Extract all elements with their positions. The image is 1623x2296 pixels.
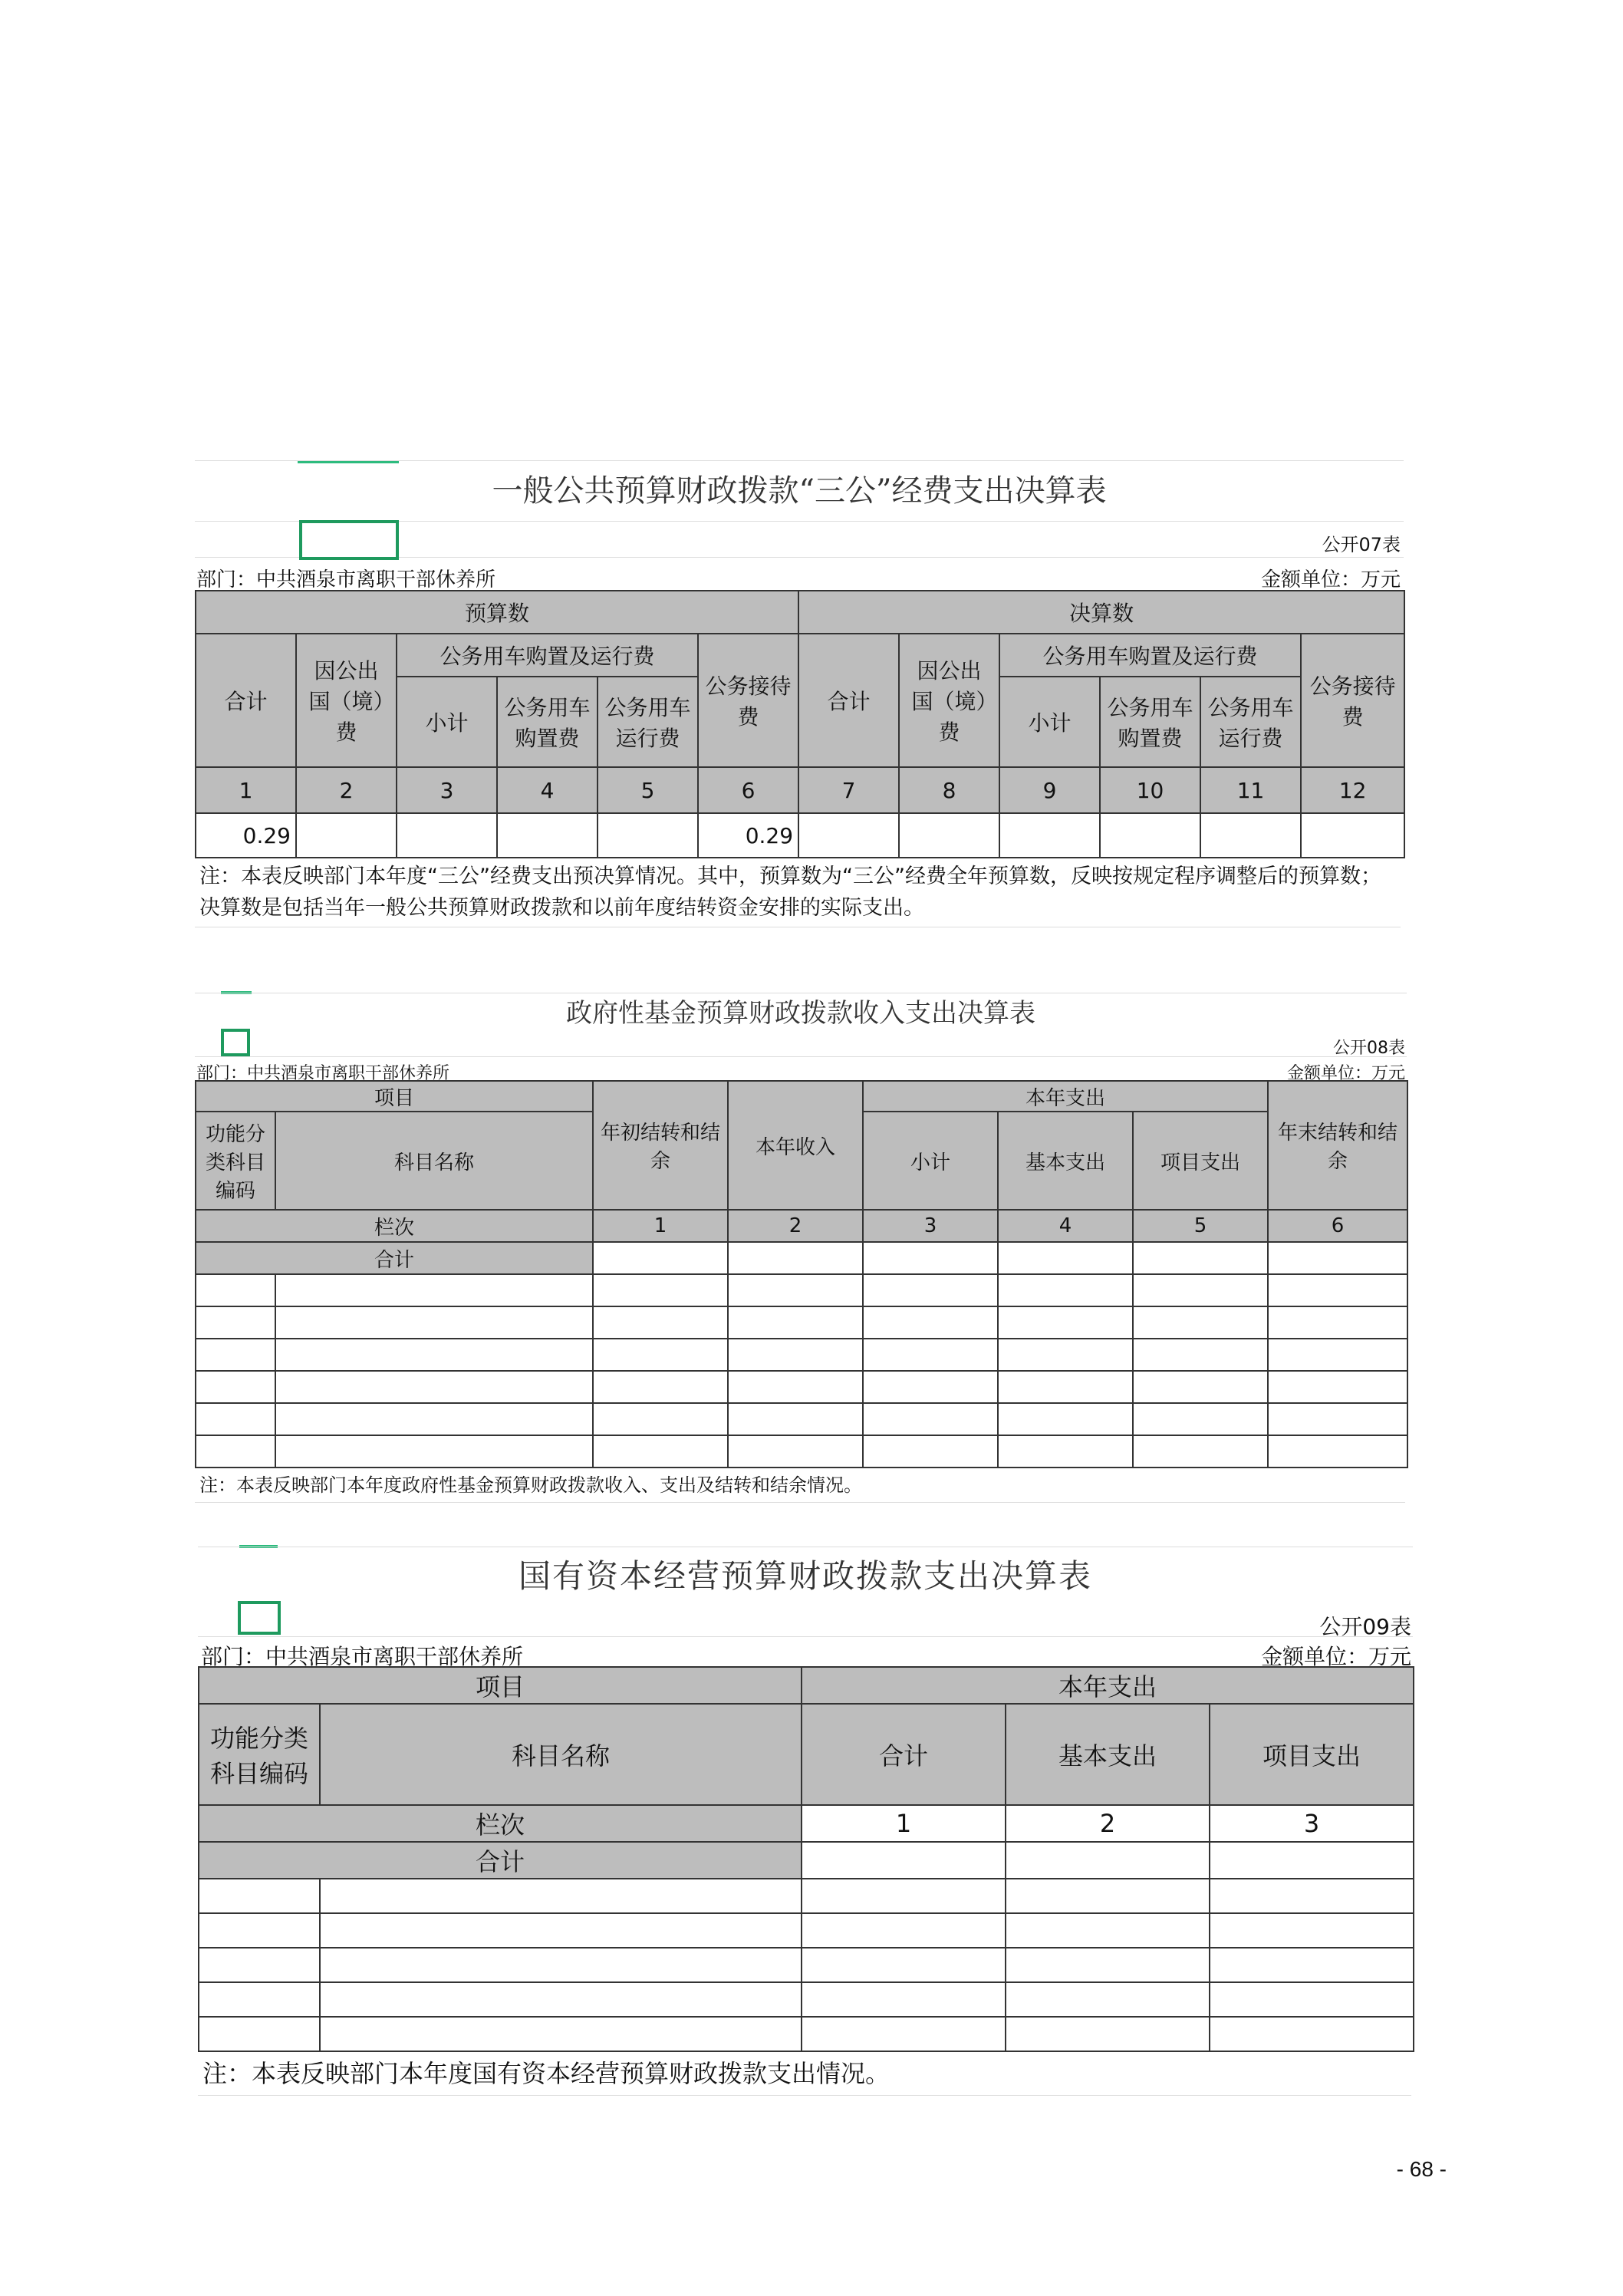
table09-cell[interactable]: [1006, 2017, 1210, 2051]
table08-cell[interactable]: [196, 1274, 275, 1306]
table09-row: [199, 1913, 1414, 1948]
table08-cell[interactable]: [275, 1274, 593, 1306]
table08-row: [196, 1339, 1407, 1371]
selected-cell[interactable]: [299, 520, 399, 560]
table09-note: 注：本表反映部门本年度国有资本经营预算财政拨款支出情况。: [198, 2052, 1411, 2096]
table07-cell[interactable]: [397, 813, 497, 858]
table08-cell[interactable]: [728, 1242, 863, 1274]
table09-section: [198, 1547, 1413, 2096]
table09-cell[interactable]: [199, 1913, 320, 1948]
table07-cell[interactable]: [296, 813, 397, 858]
table09-cell[interactable]: [1006, 1913, 1210, 1948]
table09-cell[interactable]: [802, 1842, 1006, 1879]
table08-cell[interactable]: [998, 1242, 1133, 1274]
table08-row: [196, 1274, 1407, 1306]
table08-cell[interactable]: [275, 1306, 593, 1339]
table08-cell[interactable]: [593, 1274, 728, 1306]
table07-col-no: 2: [296, 767, 397, 813]
table07-final-header: 决算数: [798, 591, 1404, 634]
table07-col-no: 1: [196, 767, 296, 813]
table08-title: 政府性基金预算财政拨款收入支出决算表: [195, 993, 1407, 1033]
table09-row: [199, 1982, 1414, 2017]
table09-cell[interactable]: [1210, 1948, 1414, 1982]
table08-row: [196, 1306, 1407, 1339]
table09-cell[interactable]: [1210, 2017, 1414, 2051]
table09-cell[interactable]: [199, 1982, 320, 2017]
table08-total-label: 合计: [196, 1242, 593, 1274]
table08-section: [195, 993, 1407, 1503]
table09-cell[interactable]: [320, 1982, 802, 2017]
table07-data-row: [196, 813, 1404, 858]
table08-cell[interactable]: [593, 1339, 728, 1371]
table08-dept: 部门：中共酒泉市离职干部休养所: [196, 1064, 450, 1083]
table07-col-vehicle-group-final: 公务用车购置及运行费: [999, 634, 1301, 677]
table09-cell[interactable]: [802, 1982, 1006, 2017]
table07-col-vehicle-group: 公务用车购置及运行费: [397, 634, 698, 677]
table07-budget-header: 预算数: [196, 591, 798, 634]
table09-subject-name: 科目名称: [320, 1704, 802, 1805]
table07-dept: 部门：中共酒泉市离职干部休养所: [196, 568, 496, 591]
table08-cell[interactable]: [1268, 1242, 1407, 1274]
table07-cell[interactable]: [497, 813, 598, 858]
table08-cell[interactable]: [728, 1339, 863, 1371]
table08-cell[interactable]: [196, 1339, 275, 1371]
table08-cell[interactable]: [1133, 1274, 1268, 1306]
table09-item-header: 项目: [199, 1667, 802, 1704]
table07-cell[interactable]: [899, 813, 999, 858]
table07-note: 注：本表反映部门本年度“三公”经费支出预决算情况。其中，预算数为“三公”经费全年预算数，反映按规定程序调整后的预算数；决算数是包括当年一般公共预算财政拨款和以前年度结转资金安排的实际支出。: [195, 858, 1401, 927]
selected-cell[interactable]: [238, 1601, 281, 1635]
table07-col-reception-final: 公务接待费: [1301, 634, 1404, 767]
table08-cell[interactable]: [863, 1274, 998, 1306]
table07-col-no: 6: [698, 767, 798, 813]
table07-col-no: 12: [1301, 767, 1404, 813]
table09-grid: [198, 1666, 1414, 2052]
table09-row: [199, 1879, 1414, 1913]
table09-basic-expense: 基本支出: [1006, 1704, 1210, 1805]
selected-cell[interactable]: [221, 1029, 250, 1056]
table07-number-row: [196, 767, 1404, 813]
table08-cell[interactable]: [196, 1403, 275, 1435]
table08-basic-expense: 基本支出: [998, 1112, 1133, 1210]
table08-grid: [195, 1080, 1408, 1468]
table09-row: [199, 2017, 1414, 2051]
table08-cell[interactable]: [1133, 1371, 1268, 1403]
table07-section: [195, 460, 1404, 927]
table08-cell[interactable]: [728, 1306, 863, 1339]
table08-code: 公开08表: [1333, 1039, 1405, 1058]
table08-cell[interactable]: [593, 1403, 728, 1435]
table08-begin-balance: 年初结转和结余: [593, 1081, 728, 1210]
table08-end-balance: 年末结转和结余: [1268, 1081, 1407, 1210]
table08-cell[interactable]: [1268, 1339, 1407, 1371]
table08-cell[interactable]: [728, 1403, 863, 1435]
table08-cell[interactable]: [863, 1242, 998, 1274]
table09-col-no: 1: [802, 1805, 1006, 1842]
table08-project-expense: 项目支出: [1133, 1112, 1268, 1210]
table08-cell[interactable]: [1268, 1435, 1407, 1468]
table08-cell[interactable]: [196, 1435, 275, 1468]
table09-dept: 部门：中共酒泉市离职干部休养所: [201, 1644, 524, 1669]
table07-code: 公开07表: [1322, 534, 1401, 555]
table07-col-no: 4: [497, 767, 598, 813]
table07-col-no: 10: [1100, 767, 1200, 813]
table08-row-label: 栏次: [196, 1210, 593, 1242]
table07-col-total-final: 合计: [798, 634, 899, 767]
table09-cell[interactable]: [1210, 1982, 1414, 2017]
table08-cell[interactable]: [728, 1371, 863, 1403]
table08-cell[interactable]: [863, 1306, 998, 1339]
table08-cell[interactable]: [1133, 1306, 1268, 1339]
table08-cell[interactable]: [275, 1435, 593, 1468]
table08-cell[interactable]: [1133, 1435, 1268, 1468]
table09-cell[interactable]: [1006, 1948, 1210, 1982]
table08-cell[interactable]: [275, 1339, 593, 1371]
table08-cell[interactable]: [1133, 1403, 1268, 1435]
table07-unit: 金额单位：万元: [1260, 568, 1401, 591]
table08-cell[interactable]: [863, 1403, 998, 1435]
table08-year-income: 本年收入: [728, 1081, 863, 1210]
table07-col-purchase-final: 公务用车购置费: [1100, 677, 1200, 767]
table07-col-no: 5: [598, 767, 698, 813]
table09-cell[interactable]: [199, 1879, 320, 1913]
table07-dept-row: [195, 558, 1404, 590]
table09-cell[interactable]: [320, 1913, 802, 1948]
table07-col-no: 8: [899, 767, 999, 813]
table09-col-no: 2: [1006, 1805, 1210, 1842]
table08-cell[interactable]: [593, 1306, 728, 1339]
table08-cell[interactable]: [863, 1371, 998, 1403]
table09-cell[interactable]: [802, 1913, 1006, 1948]
table09-row: [199, 1948, 1414, 1982]
table08-cell[interactable]: [275, 1371, 593, 1403]
table08-cell[interactable]: [593, 1435, 728, 1468]
table09-title: 国有资本经营预算财政拨款支出决算表: [198, 1547, 1413, 1606]
table09-dept-row: [198, 1637, 1413, 1669]
table07-col-subtotal-final: 小计: [999, 677, 1100, 767]
table07-cell[interactable]: [1301, 813, 1404, 858]
table09-code: 公开09表: [1319, 1614, 1411, 1639]
table08-cell[interactable]: [728, 1435, 863, 1468]
table09-cell[interactable]: [1210, 1879, 1414, 1913]
table08-cell[interactable]: [728, 1274, 863, 1306]
table09-year-expense: 本年支出: [802, 1667, 1414, 1704]
table08-cell[interactable]: [1133, 1339, 1268, 1371]
table08-cell[interactable]: [998, 1403, 1133, 1435]
table09-project-expense: 项目支出: [1210, 1704, 1414, 1805]
table08-unit: 金额单位：万元: [1286, 1064, 1405, 1083]
table07-cell[interactable]: [598, 813, 698, 858]
table09-cell[interactable]: [1210, 1842, 1414, 1879]
table08-func-code: 功能分类科目编码: [196, 1112, 275, 1210]
table08-col-no: 5: [1133, 1210, 1268, 1242]
table08-cell[interactable]: [1268, 1403, 1407, 1435]
table08-col-no: 3: [863, 1210, 998, 1242]
table08-col-no: 1: [593, 1210, 728, 1242]
table07-col-purchase: 公务用车购置费: [497, 677, 598, 767]
table08-cell[interactable]: [593, 1371, 728, 1403]
table07-col-no: 9: [999, 767, 1100, 813]
table07-cell[interactable]: 0.29: [196, 813, 296, 858]
table09-cell[interactable]: [1210, 1913, 1414, 1948]
table07-col-reception: 公务接待费: [698, 634, 798, 767]
table08-cell[interactable]: [1133, 1242, 1268, 1274]
table07-title: 一般公共预算财政拨款“三公”经费支出决算表: [195, 460, 1404, 521]
table08-row: [196, 1403, 1407, 1435]
table08-note: 注：本表反映部门本年度政府性基金预算财政拨款收入、支出及结转和结余情况。: [195, 1468, 1405, 1503]
table08-cell[interactable]: [275, 1403, 593, 1435]
table07-col-abroad-final: 因公出国（境）费: [899, 634, 999, 767]
table09-func-code: 功能分类科目编码: [199, 1704, 320, 1805]
table07-col-operate-final: 公务用车运行费: [1200, 677, 1301, 767]
table07-col-subtotal: 小计: [397, 677, 497, 767]
table08-cell[interactable]: [593, 1242, 728, 1274]
table07-col-no: 11: [1200, 767, 1301, 813]
table09-cell[interactable]: [802, 1879, 1006, 1913]
table08-row: [196, 1435, 1407, 1468]
table08-cell[interactable]: [196, 1371, 275, 1403]
table08-item-header: 项目: [196, 1081, 593, 1112]
table09-cell[interactable]: [320, 1948, 802, 1982]
table09-cell[interactable]: [320, 1879, 802, 1913]
table07-cell[interactable]: [1100, 813, 1200, 858]
table08-cell[interactable]: [1268, 1274, 1407, 1306]
table09-cell[interactable]: [802, 2017, 1006, 2051]
table08-cell[interactable]: [196, 1306, 275, 1339]
table07-code-row: [195, 521, 1404, 558]
table08-cell[interactable]: [998, 1306, 1133, 1339]
table09-row-label: 栏次: [199, 1805, 802, 1842]
table07-cell[interactable]: [798, 813, 899, 858]
table07-col-abroad: 因公出国（境）费: [296, 634, 397, 767]
table08-code-row: [195, 1033, 1407, 1057]
table08-subtotal: 小计: [863, 1112, 998, 1210]
table09-cell[interactable]: [1006, 1879, 1210, 1913]
table07-col-operate: 公务用车运行费: [598, 677, 698, 767]
table08-cell[interactable]: [998, 1339, 1133, 1371]
table07-cell[interactable]: 0.29: [698, 813, 798, 858]
page-number: - 68 -: [1396, 2157, 1447, 2181]
table07-col-total: 合计: [196, 634, 296, 767]
table08-subject-name: 科目名称: [275, 1112, 593, 1210]
table09-cell[interactable]: [802, 1948, 1006, 1982]
table08-cell[interactable]: [998, 1435, 1133, 1468]
table08-cell[interactable]: [998, 1371, 1133, 1403]
table07-col-no: 3: [397, 767, 497, 813]
table07-cell[interactable]: [999, 813, 1100, 858]
table09-total: 合计: [802, 1704, 1006, 1805]
table08-col-no: 2: [728, 1210, 863, 1242]
table08-dept-row: [195, 1057, 1407, 1083]
table09-cell[interactable]: [320, 2017, 802, 2051]
table08-row: [196, 1371, 1407, 1403]
table08-cell[interactable]: [863, 1339, 998, 1371]
table09-cell[interactable]: [199, 1948, 320, 1982]
table07-cell[interactable]: [1200, 813, 1301, 858]
table07-grid: [195, 590, 1405, 858]
table09-total-label: 合计: [199, 1842, 802, 1879]
table09-cell[interactable]: [1006, 1982, 1210, 2017]
table09-code-row: [198, 1606, 1413, 1637]
table08-year-expense: 本年支出: [863, 1081, 1268, 1112]
table08-col-no: 6: [1268, 1210, 1407, 1242]
table09-cell[interactable]: [199, 2017, 320, 2051]
table09-cell[interactable]: [1006, 1842, 1210, 1879]
table09-col-no: 3: [1210, 1805, 1414, 1842]
table08-col-no: 4: [998, 1210, 1133, 1242]
table07-col-no: 7: [798, 767, 899, 813]
table08-cell[interactable]: [863, 1435, 998, 1468]
table08-cell[interactable]: [1268, 1306, 1407, 1339]
table08-cell[interactable]: [998, 1274, 1133, 1306]
table08-cell[interactable]: [1268, 1371, 1407, 1403]
table09-unit: 金额单位：万元: [1260, 1644, 1411, 1669]
